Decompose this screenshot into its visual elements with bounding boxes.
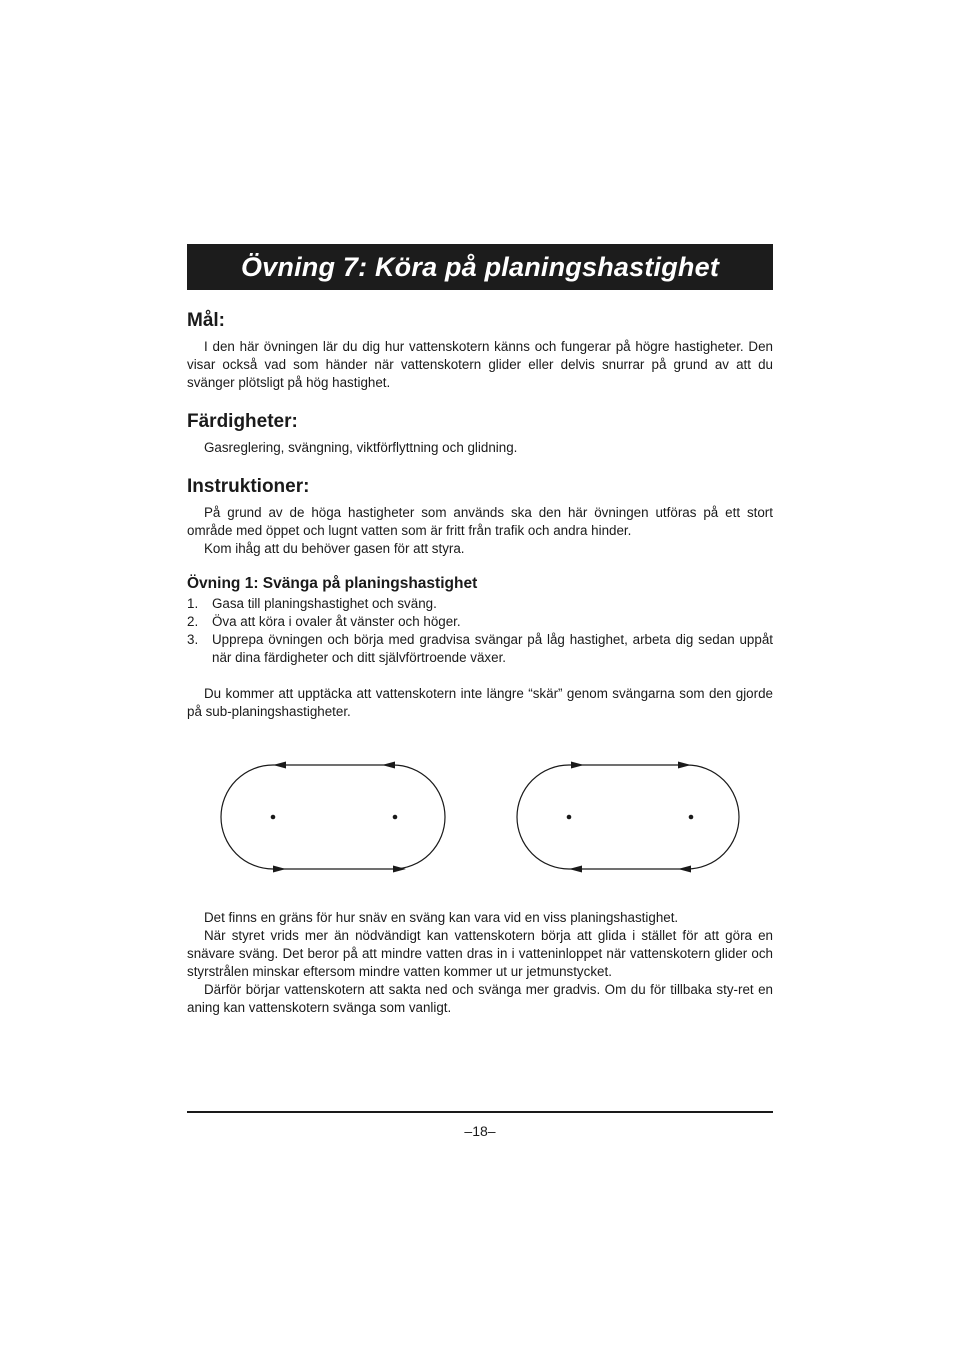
turn-marker	[689, 815, 694, 820]
arrow-right-icon	[678, 762, 691, 769]
page-number: –18–	[464, 1123, 496, 1139]
step-text: Öva att köra i ovaler åt vänster och höger.	[212, 614, 461, 629]
step-text: Upprepa övningen och börja med gradvisa svängar på låg hastighet, arbeta dig sedan uppåt när dina färdigheter och ditt självförtroende växer.	[212, 632, 773, 665]
skills-heading: Färdigheter:	[187, 411, 298, 432]
instructions-heading: Instruktioner:	[187, 476, 310, 497]
arrow-left-icon	[678, 866, 691, 873]
arrow-left-icon	[382, 762, 395, 769]
after-section	[187, 909, 773, 1017]
exercise-heading: Övning 1: Svänga på planingshastighet	[187, 575, 478, 592]
instructions-paragraph: På grund av de höga hastigheter som används ska den här övningen utföras på ett stort område med öppet och lugnt vatten som är fritt från trafik och andra hinder.	[187, 505, 773, 538]
exercise-section	[187, 574, 773, 721]
oval-left	[221, 762, 445, 873]
turn-marker	[271, 815, 276, 820]
after-paragraph: Det finns en gräns för hur snäv en sväng kan vara vid en viss planingshastighet.	[204, 910, 679, 925]
list-item	[187, 631, 773, 667]
step-number: 2.	[187, 614, 199, 629]
skills-section	[187, 409, 773, 457]
footer-divider	[187, 1111, 773, 1113]
after-paragraph: Därför börjar vattenskotern att sakta ned och svänga mer gradvis. Om du för tillbaka sty-ret en aning kan vattenskotern svänga som vanligt.	[187, 982, 773, 1015]
oval-diagrams-svg	[187, 721, 773, 909]
instructions-section	[187, 474, 773, 558]
oval-right	[517, 762, 739, 873]
arrow-right-icon	[393, 866, 406, 873]
list-item	[187, 613, 773, 631]
exercise-note: Du kommer att upptäcka att vattenskotern inte längre “skär” genom svängarna som den gjorde på sub-planingshastigheter.	[187, 686, 773, 719]
step-text: Gasa till planingshastighet och sväng.	[212, 596, 437, 611]
oval-diagrams	[187, 721, 773, 909]
turn-marker	[393, 815, 398, 820]
goal-heading: Mål:	[187, 310, 225, 331]
arrow-right-icon	[273, 866, 286, 873]
main-content	[187, 308, 773, 1017]
arrow-right-icon	[571, 762, 584, 769]
step-number: 1.	[187, 596, 199, 611]
title-banner	[187, 244, 773, 290]
arrow-left-icon	[273, 762, 286, 769]
exercise-steps	[187, 595, 773, 667]
step-number: 3.	[187, 632, 199, 647]
instructions-paragraph: Kom ihåg att du behöver gasen för att styra.	[204, 541, 465, 556]
skills-text: Gasreglering, svängning, viktförflyttning och glidning.	[204, 440, 518, 455]
turn-marker	[567, 815, 572, 820]
list-item	[187, 595, 773, 613]
arrow-left-icon	[569, 866, 582, 873]
after-paragraph: När styret vrids mer än nödvändigt kan vattenskotern börja att glida i stället för att göra en snävare sväng. Det beror på att mindre vatten dras in i vatteninloppet när vattenskotern glider och styrstrålen minskar eftersom mindre vatten kommer ut ur jetmunstycket.	[187, 928, 773, 979]
page-title: Övning 7: Köra på planingshastighet	[240, 251, 720, 282]
goal-section	[187, 308, 773, 392]
goal-text: I den här övningen lär du dig hur vattenskotern känns och fungerar på högre hastigheter. Den visar också vad som händer när vattenskotern glider eller delvis snurrar på grund av att du svänger plötsligt på hög hastighet.	[187, 339, 773, 390]
